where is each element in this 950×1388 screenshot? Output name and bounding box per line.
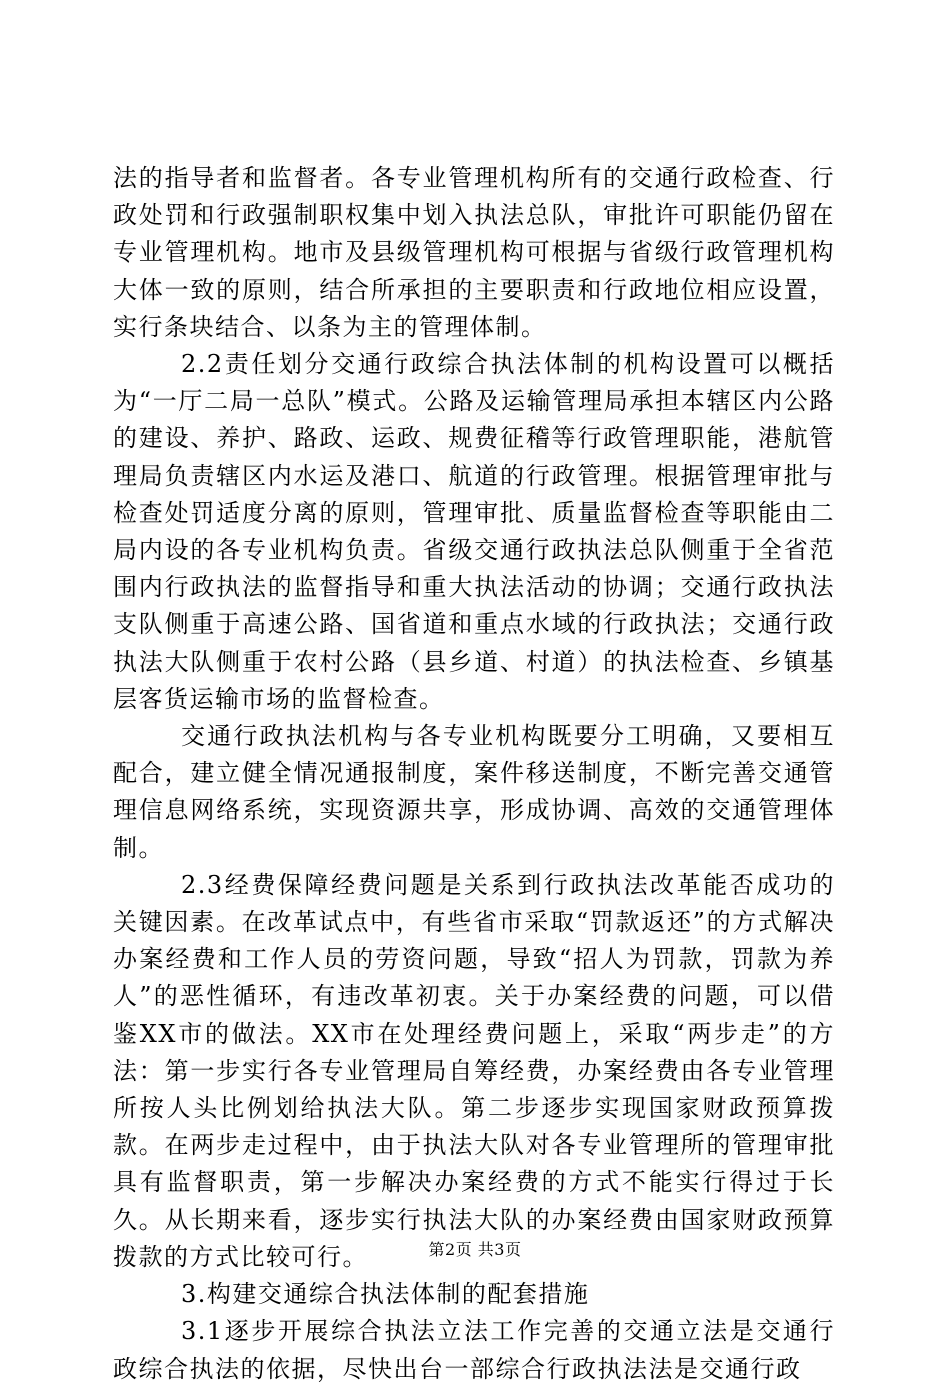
paragraph-4: 2.3经费保障经费问题是关系到行政执法改革能否成功的关键因素。在改革试点中，有些省市采取“罚款返还”的方式解决办案经费和工作人员的劳资问题，导致“招人为罚款，罚款为养人”的恶性循环，有违改革初衷。关于办案经费的问题，可以借鉴XX市的做法。XX市在处理经费问题上，采取“两步走”的方法：第一步实行各专业管理局自筹经费，办案经费由各专业管理所按人头比例划给执法大队。第二步逐步实现国家财政预算拨款。在两步走过程中，由于执法大队对各专业管理所的管理审批具有监督职责，第一步解决办案经费的方式不能实行得过于长久。从长期来看，逐步实行执法大队的办案经费由国家财政预算拨款的方式比较可行。: [113, 870, 835, 1271]
paragraph-1: 法的指导者和监督者。各专业管理机构所有的交通行政检查、行政处罚和行政强制职权集中划入执法总队，审批许可职能仍留在专业管理机构。地市及县级管理机构可根据与省级行政管理机构大体一致的原则，结合所承担的主要职责和行政地位相应设置，实行条块结合、以条为主的管理体制。: [113, 164, 835, 341]
paragraph-2: 2.2责任划分交通行政综合执法体制的机构设置可以概括为“一厅二局一总队”模式。公路及运输管理局承担本辖区内公路的建设、养护、路政、运政、规费征稽等行政管理职能，港航管理局负责辖区内水运及港口、航道的行政管理。根据管理审批与检查处罚适度分离的原则，管理审批、质量监督检查等职能由二局内设的各专业机构负责。省级交通行政执法总队侧重于全省范围内行政执法的监督指导和重大执法活动的协调；交通行政执法支队侧重于高速公路、国省道和重点水域的行政执法；交通行政执法大队侧重于农村公路（县乡道、村道）的执法检查、乡镇基层客货运输市场的监督检查。: [113, 350, 835, 713]
section-heading: 3.构建交通综合执法体制的配套措施: [181, 1280, 590, 1309]
page-number-footer: 第2页 共3页: [428, 1240, 522, 1259]
paragraph-3: 交通行政执法机构与各专业机构既要分工明确，又要相互配合，建立健全情况通报制度，案件移送制度，不断完善交通管理信息网络系统，实现资源共享，形成协调、高效的交通管理体制。: [113, 722, 835, 862]
document-body: [113, 160, 835, 1388]
paragraph-6: 3.1逐步开展综合执法立法工作完善的交通立法是交通行政综合执法的依据，尽快出台一部综合行政执法法是交通行政: [113, 1317, 835, 1383]
